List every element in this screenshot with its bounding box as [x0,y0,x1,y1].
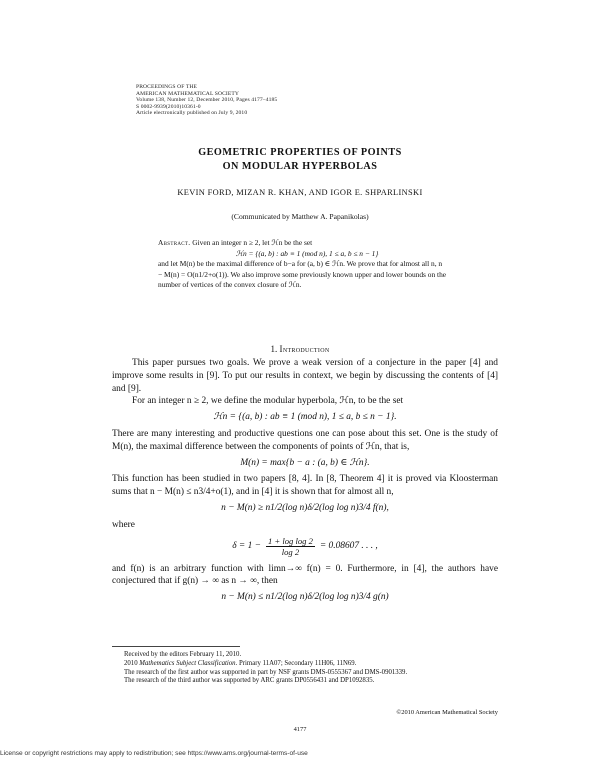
copyright-notice: ©2010 American Mathematical Society [396,709,498,716]
paragraph-4: This function has been studied in two papers [8, 4]. In [8, Theorem 4] it is proved via Kloosterman sums that n − M(n) ≤ n3/4+o(1), and in [4] it is shown that for almost all n, [112,474,498,498]
footnote-first-author: The research of the first author was supported in part by NSF grants DMS-0555367 and DMS-0901339. [124,668,408,676]
abstract-text: and let M(n) be the maximal difference of b−a for (a, b) ∈ ℋn. We prove that for almost all n, n − M(n) = O(n1/2+o(1)). We also improve some previously known upper and lower bounds on the number of vertices of the convex closure of ℋn. [158,259,447,290]
section-number: 1. [270,344,278,354]
journal-name-line2: AMERICAN MATHEMATICAL SOCIETY [136,90,240,97]
communicated-by: (Communicated by Matthew A. Papanikolas) [231,212,369,221]
delta-right: = 0.08607 . . . , [319,540,378,551]
delta-numerator: 1 + log log 2 [267,535,313,546]
abstract-line1: Given an integer n ≥ 2, let ℋn be the set [192,238,313,247]
delta-left: δ = 1 − [232,540,261,551]
paper-title-line1: GEOMETRIC PROPERTIES OF POINTS [198,147,402,158]
paper-title [0,146,600,174]
abstract-label: Abstract. [158,238,191,247]
equation-max-difference: M(n) = max{b − a : (a, b) ∈ ℋn}. [240,457,370,468]
delta-fraction [266,536,315,557]
footnotes [112,651,498,686]
paper-title-line2: ON MODULAR HYPERBOLAS [222,161,378,172]
footnote-msc: 2010 Mathematics Subject Classification. Primary 11A07; Secondary 11H06, 11N69. [124,659,357,667]
journal-header [136,84,277,117]
journal-name-line1: PROCEEDINGS OF THE [136,84,198,90]
body-text [112,357,498,608]
footnote-rule [112,646,240,647]
paragraph-1: This paper pursues two goals. We prove a weak version of a conjecture in the paper [4] and improve some results in [9]. To put our results in context, we begin by discussing the contents of [4] and [9]. [112,358,498,394]
abstract [158,238,448,291]
section-heading [0,344,600,354]
paragraph-5: and f(n) is an arbitrary function with limn→∞ f(n) = 0. Furthermore, in [4], the authors have conjectured that if g(n) → ∞ as n → ∞, then [112,563,498,587]
delta-denominator: log 2 [281,546,300,557]
page-number: 4177 [293,726,307,733]
abstract-equation: ℋn = {(a, b) : ab ≡ 1 (mod n), 1 ≤ a, b ≤ n − 1} [235,248,379,258]
paragraph-2: For an integer n ≥ 2, we define the modular hyperbola, ℋn, to be the set [132,396,404,407]
footnote-received: Received by the editors February 11, 2010. [124,651,242,658]
paragraph-3: There are many interesting and productive questions one can pose about this set. One is the study of M(n), the maximal difference between the components of points of ℋn, that is, [112,428,498,452]
paper-authors: KEVIN FORD, MIZAN R. KHAN, AND IGOR E. SHPARLINSKI [177,188,423,197]
equation-lower-bound: n − M(n) ≥ n1/2(log n)δ/2(log log n)3/4 f(n), [221,502,389,513]
where-label: where [112,519,135,530]
equation-hyperbola: ℋn = {(a, b) : ab ≡ 1 (mod n), 1 ≤ a, b ≤ n − 1}. [213,412,397,423]
footnote-third-author: The research of the third author was supported by ARC grants DP0556431 and DP1092835. [124,677,375,685]
license-footer: License or copyright restrictions may apply to redistribution; see https://www.ams.org/journal-terms-of-use [0,750,308,757]
equation-delta [112,536,498,557]
journal-published: Article electronically published on July 9, 2010 [136,110,248,117]
equation-conjecture: n − M(n) ≤ n1/2(log n)δ/2(log log n)3/4 g(n) [221,592,389,603]
journal-volume: Volume 138, Number 12, December 2010, Pages 4177–4185 [136,97,278,104]
section-title: Introduction [279,344,330,354]
journal-issn: S 0002-9939(2010)10361-0 [136,103,201,110]
